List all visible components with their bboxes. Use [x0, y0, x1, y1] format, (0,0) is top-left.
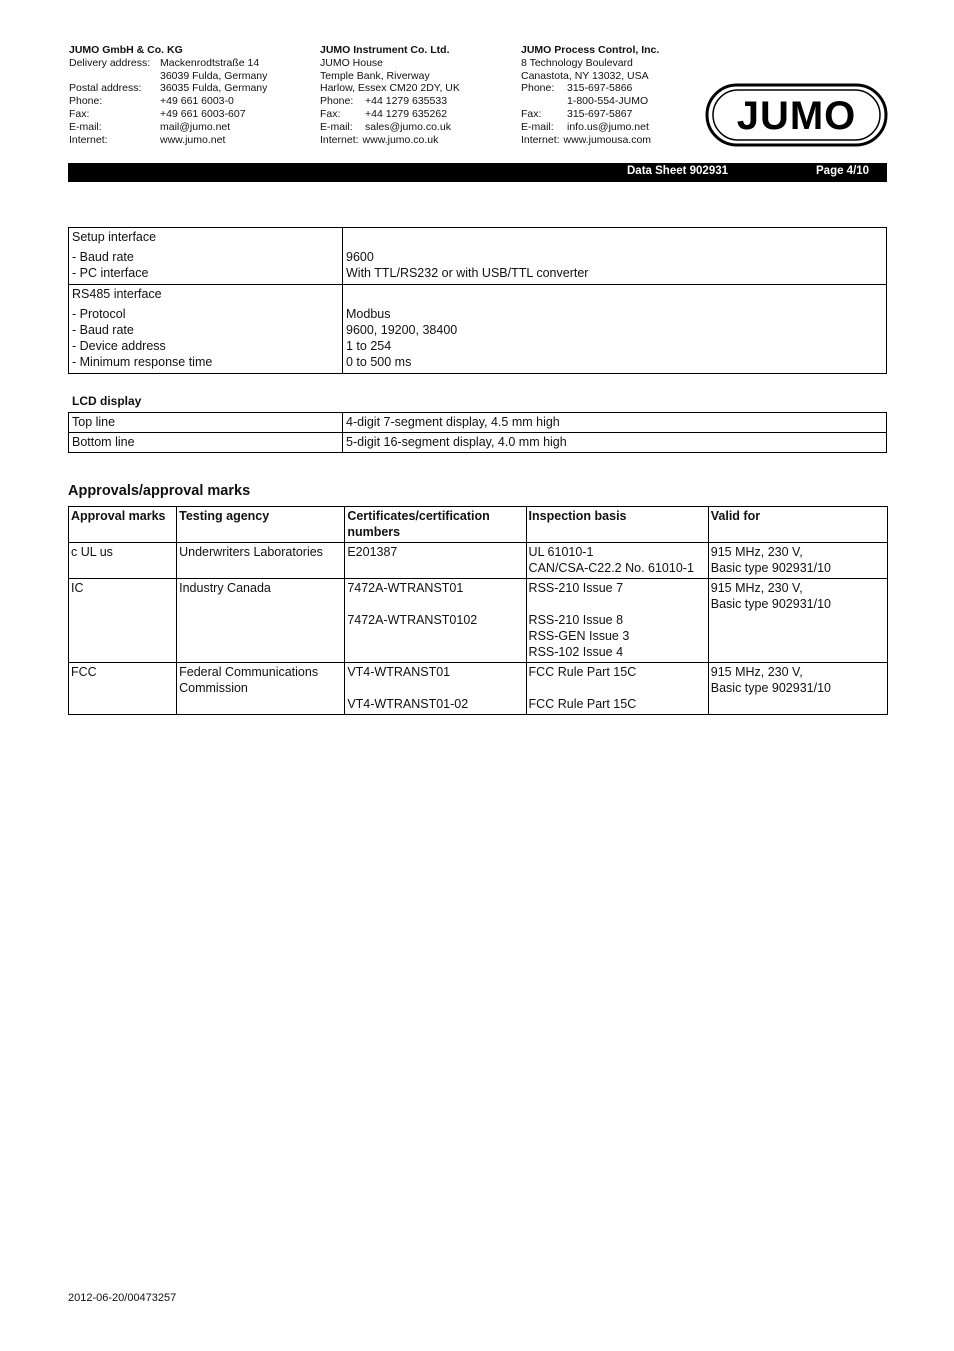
address-row [320, 57, 460, 70]
param-value: Modbus [346, 307, 391, 321]
address-value: +49 661 6003-0 [160, 95, 234, 108]
param-value: With TTL/RS232 or with USB/TTL converter [346, 266, 589, 280]
address-row [521, 70, 659, 83]
setup-interface-values [343, 228, 887, 285]
address-value: Mackenrodtstraße 14 [160, 56, 260, 69]
company-name: JUMO GmbH & Co. KG [69, 44, 183, 56]
approval-mark: FCC [69, 663, 177, 715]
address-row [320, 82, 460, 95]
address-value: 315-697-5866 [567, 82, 633, 95]
certificate-number: E201387 [345, 543, 526, 579]
valid-for: 915 MHz, 230 V, Basic type 902931/10 [708, 543, 887, 579]
address-row [521, 57, 659, 70]
approvals-heading: Approvals/approval marks [68, 483, 251, 499]
datasheet-number: Data Sheet 902931 [627, 165, 729, 177]
address-block-germany [69, 44, 267, 146]
address-value: mail@jumo.net [160, 120, 231, 133]
lcd-value: 5-digit 16-segment display, 4.0 mm high [343, 433, 887, 453]
address-value: Canastota, NY 13032, USA [521, 69, 649, 82]
address-value: www.jumo.net [160, 133, 226, 146]
page-number: Page 4/10 [816, 165, 870, 177]
address-row [521, 108, 659, 121]
address-label [521, 95, 567, 108]
address-value: 36039 Fulda, Germany [160, 69, 268, 82]
table-row [69, 579, 888, 663]
address-value: +44 1279 635262 [365, 107, 448, 120]
interface-table [68, 227, 887, 374]
param-label: - Minimum response time [72, 355, 213, 369]
address-value: sales@jumo.co.uk [365, 120, 451, 133]
param-value: 9600, 19200, 38400 [346, 323, 458, 337]
address-value: +44 1279 635533 [365, 95, 448, 108]
lcd-label: Bottom line [69, 433, 343, 453]
address-label [69, 70, 160, 83]
section-title: RS485 interface [72, 287, 162, 301]
param-value: 9600 [346, 250, 374, 264]
address-row [69, 70, 267, 83]
param-label: - PC interface [72, 266, 149, 280]
valid-for: 915 MHz, 230 V, Basic type 902931/10 [708, 579, 887, 663]
address-value: 8 Technology Boulevard [521, 56, 633, 69]
address-row [69, 134, 267, 147]
certificate-number: VT4-WTRANST01 VT4-WTRANST01-02 [345, 663, 526, 715]
address-label: E-mail: [320, 120, 353, 133]
lcd-label: Top line [69, 413, 343, 433]
datasheet-bar [68, 163, 887, 182]
address-label: Phone: [69, 95, 103, 108]
valid-for: 915 MHz, 230 V, Basic type 902931/10 [708, 663, 887, 715]
address-row [69, 95, 267, 108]
address-label: Internet: [69, 133, 108, 146]
address-row [320, 70, 460, 83]
approval-mark: IC [69, 579, 177, 663]
column-header: Approval marks [69, 507, 177, 543]
address-label: Phone: [320, 95, 354, 108]
param-value: 0 to 500 ms [346, 355, 412, 369]
table-header-row [69, 507, 888, 543]
testing-agency: Industry Canada [177, 579, 345, 663]
table-row [69, 413, 887, 433]
address-label: Internet: [320, 133, 359, 146]
address-row [320, 121, 460, 134]
address-label: Phone: [521, 82, 555, 95]
param-label: - Baud rate [72, 323, 134, 337]
address-label: Fax: [69, 107, 90, 120]
address-value: Harlow, Essex CM20 2DY, UK [320, 82, 460, 95]
company-name: JUMO Instrument Co. Ltd. [320, 44, 450, 56]
jumo-logo [705, 83, 888, 147]
column-header: Certificates/certification numbers [345, 507, 526, 543]
address-label: Delivery address: [69, 56, 151, 69]
address-label: Internet: [521, 133, 560, 146]
column-header: Valid for [708, 507, 887, 543]
address-value: +49 661 6003-607 [160, 107, 246, 120]
address-row [320, 108, 460, 121]
address-row [69, 57, 267, 70]
param-value: 1 to 254 [346, 339, 392, 353]
inspection-basis: RSS-210 Issue 7 RSS-210 Issue 8 RSS-GEN Issue 3 RSS-102 Issue 4 [526, 579, 708, 663]
table-row [69, 285, 887, 374]
column-header: Testing agency [177, 507, 345, 543]
address-row [69, 82, 267, 95]
address-label: Fax: [521, 107, 542, 120]
address-value: 1-800-554-JUMO [567, 95, 649, 108]
address-row [320, 95, 460, 108]
address-value: www.jumousa.com [563, 133, 652, 146]
rs485-interface-cell [69, 285, 343, 374]
address-label: Postal address: [69, 82, 142, 95]
inspection-basis: UL 61010-1 CAN/CSA-C22.2 No. 61010-1 [526, 543, 708, 579]
address-value: www.jumo.co.uk [362, 133, 439, 146]
address-block-uk [320, 44, 460, 146]
address-row [69, 121, 267, 134]
column-header: Inspection basis [526, 507, 708, 543]
address-value: Temple Bank, Riverway [320, 69, 430, 82]
jumo-logo-icon [705, 83, 888, 147]
lcd-value: 4-digit 7-segment display, 4.5 mm high [343, 413, 887, 433]
address-value: JUMO House [320, 56, 384, 69]
address-row [69, 108, 267, 121]
certificate-number: 7472A-WTRANST01 7472A-WTRANST0102 [345, 579, 526, 663]
rs485-interface-values [343, 285, 887, 374]
company-name: JUMO Process Control, Inc. [521, 44, 660, 56]
section-title: Setup interface [72, 230, 157, 244]
param-label: - Baud rate [72, 250, 134, 264]
table-row [69, 663, 888, 715]
table-row [69, 543, 888, 579]
lcd-heading: LCD display [72, 394, 142, 408]
address-value: info.us@jumo.net [567, 120, 649, 133]
table-row [69, 228, 887, 285]
approvals-table [68, 506, 888, 715]
address-label: E-mail: [521, 120, 554, 133]
testing-agency: Federal Communications Commission [177, 663, 345, 715]
inspection-basis: FCC Rule Part 15C FCC Rule Part 15C [526, 663, 708, 715]
address-label: Fax: [320, 107, 341, 120]
param-label: - Device address [72, 339, 166, 353]
document-id: 2012-06-20/00473257 [68, 1292, 177, 1304]
address-row [320, 134, 460, 147]
testing-agency: Underwriters Laboratories [177, 543, 345, 579]
address-row [521, 121, 659, 134]
address-row [521, 134, 659, 147]
setup-interface-cell [69, 228, 343, 285]
address-row [521, 82, 659, 95]
table-row [69, 433, 887, 453]
address-block-usa [521, 44, 659, 146]
address-value: 36035 Fulda, Germany [160, 82, 268, 95]
logo-text: JUMO [736, 94, 857, 138]
address-value: 315-697-5867 [567, 107, 633, 120]
approval-mark: c UL us [69, 543, 177, 579]
param-label: - Protocol [72, 307, 126, 321]
address-label: E-mail: [69, 120, 102, 133]
lcd-table [68, 412, 887, 453]
address-row [521, 95, 659, 108]
